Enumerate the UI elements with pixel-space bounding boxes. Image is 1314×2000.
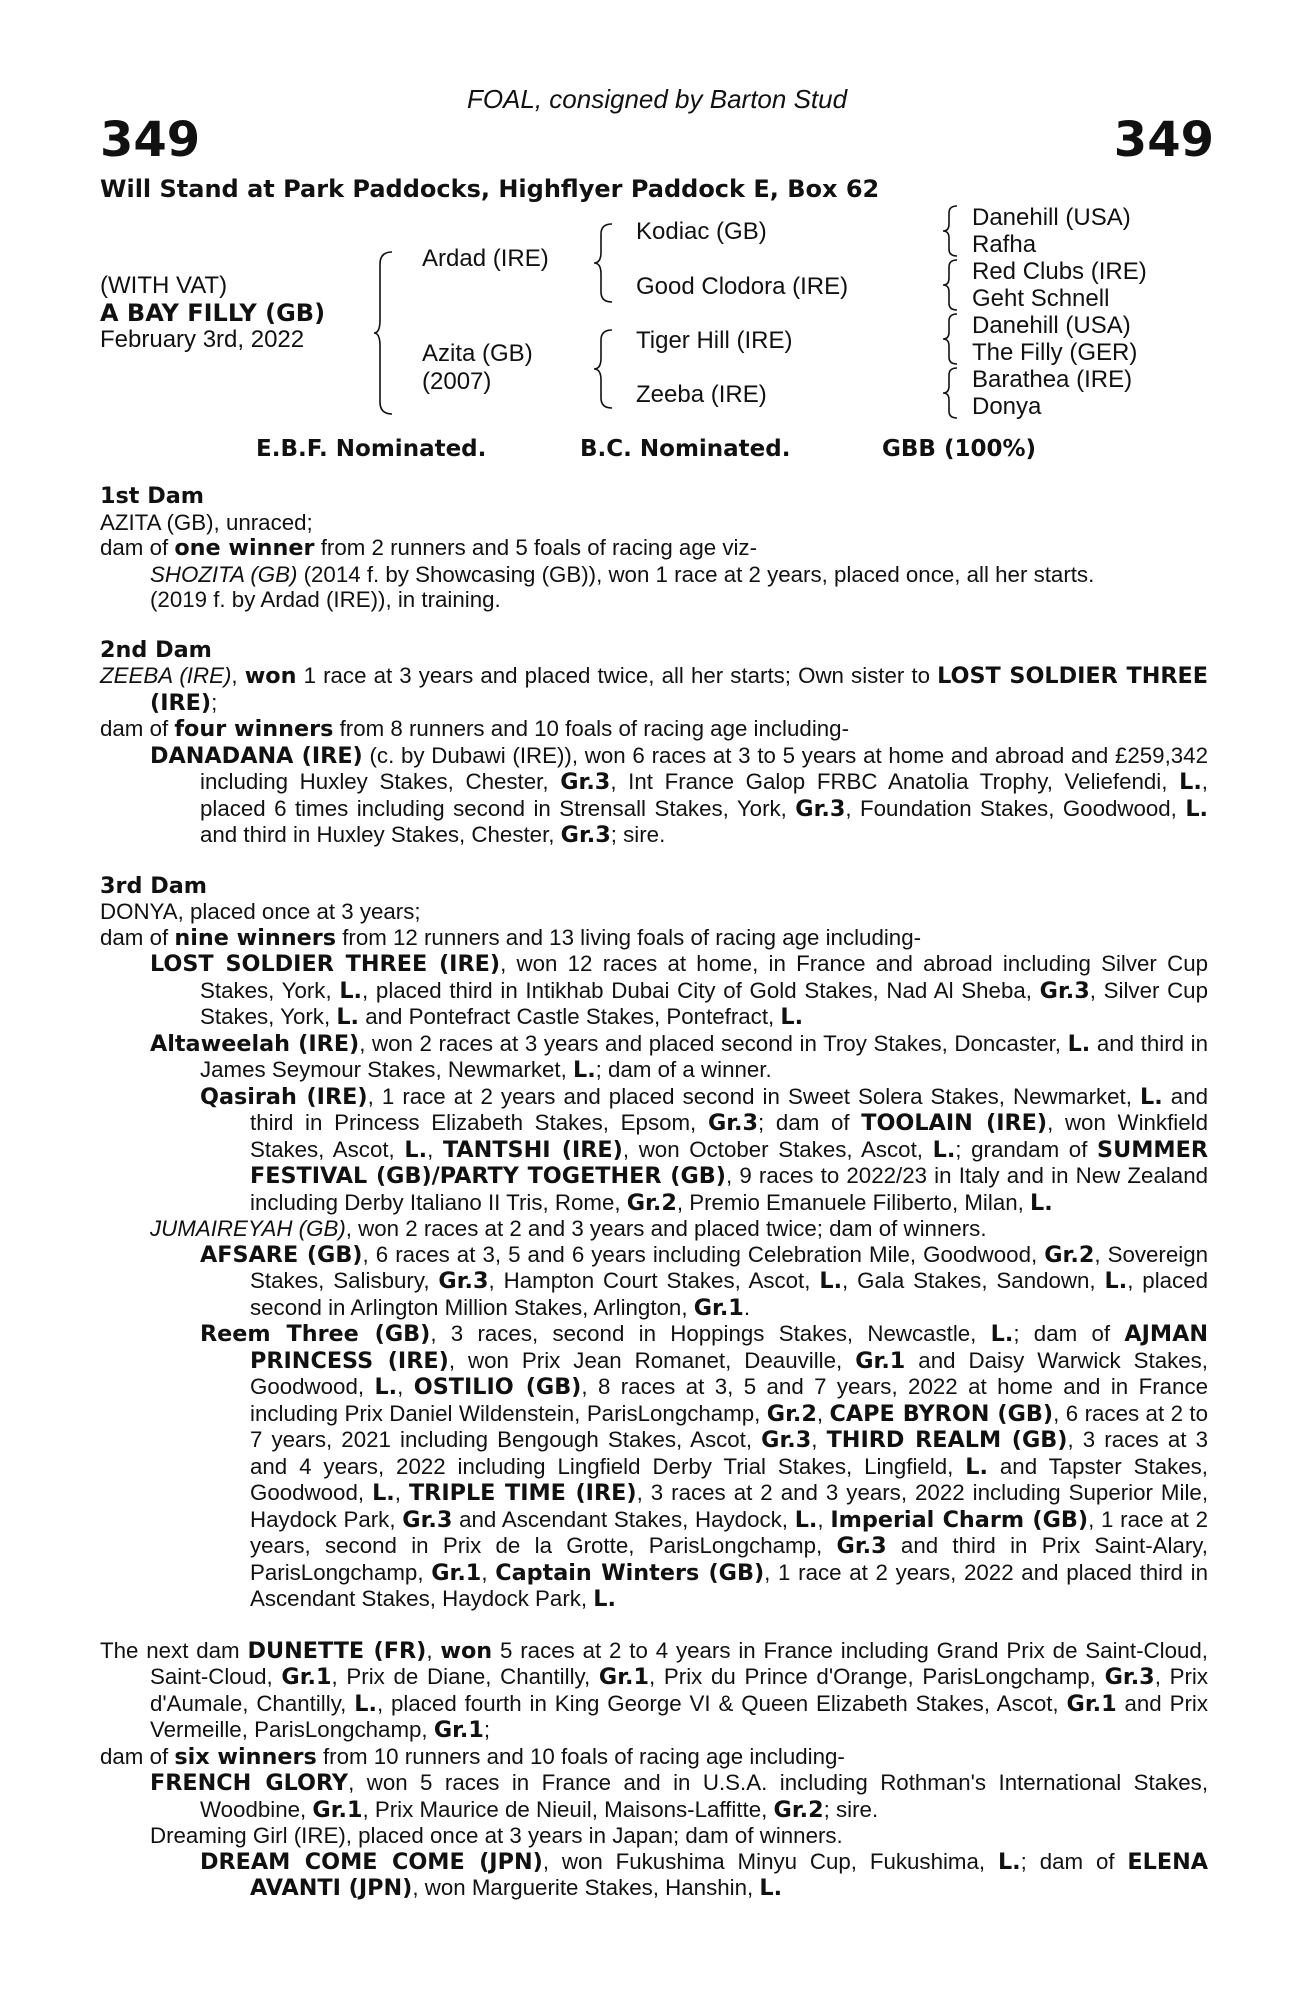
ebf-nominated: E.B.F. Nominated. bbox=[256, 436, 487, 462]
bc-nominated: B.C. Nominated. bbox=[580, 436, 791, 462]
catalogue-body bbox=[100, 484, 1208, 1902]
next-dam-record: dam of six winners from 10 runners and 10 foals of racing age including- bbox=[100, 1743, 845, 1770]
pedigree-brace-g2 bbox=[940, 258, 962, 312]
lot-name: A BAY FILLY (GB) bbox=[100, 299, 326, 327]
progeny-danadana: DANADANA (IRE) (c. by Dubawi (IRE)), won 6 races at 3 to 5 years at home and abroad and £259,342 including Huxley Stakes, Chester, Gr.3, Int France Galop FRBC Anatolia Trophy, Veliefendi, L., placed 6 times including second in Strensall Stakes, York, Gr.3, Foundation Stakes, Goodwood, L. and third in Huxley Stakes, Chester, Gr.3; sire. bbox=[150, 742, 1208, 848]
pedigree-brace-sire bbox=[592, 222, 618, 304]
next-dam-intro: The next dam DUNETTE (FR), won 5 races at 2 to 4 years in France including Grand Prix de Saint-Cloud, Saint-Cloud, Gr.1, Prix de Diane, Chantilly, Gr.1, Prix du Prince d'Orange, ParisLongchamp, Gr.3, Prix d'Aumale, Chantilly, L., placed fourth in King George VI & Queen Elizabeth Stakes, Ascot, Gr.1 and Prix Vermeille, ParisLongchamp, Gr.1; bbox=[100, 1637, 1209, 1743]
first-dam-intro: AZITA (GB), unraced; bbox=[100, 509, 313, 535]
first-dam-record: dam of one winner from 2 runners and 5 foals of racing age viz- bbox=[100, 535, 757, 561]
pedigree-brace-dam bbox=[592, 328, 618, 410]
stand-location: Will Stand at Park Paddocks, Highflyer Paddock E, Box 62 bbox=[100, 175, 880, 203]
sire: Ardad (IRE) bbox=[422, 245, 549, 272]
dam-sire: Tiger Hill (IRE) bbox=[636, 327, 793, 354]
progeny-french-glory: FRENCH GLORY, won 5 races in France and in U.S.A. including Rothman's International Stakes, Woodbine, Gr.1, Prix Maurice de Nieuil, Maisons-Laffitte, Gr.2; sire. bbox=[150, 1770, 1209, 1823]
third-dam-heading: 3rd Dam bbox=[100, 872, 208, 899]
gen3-2: Rafha bbox=[972, 231, 1037, 258]
lot-number-left: 349 bbox=[100, 112, 201, 168]
pedigree-brace-lot bbox=[372, 250, 398, 416]
gen3-5: Danehill (USA) bbox=[972, 312, 1131, 339]
gen3-8: Donya bbox=[972, 393, 1042, 420]
progeny-qasirah: Qasirah (IRE), 1 race at 2 years and placed second in Sweet Solera Stakes, Newmarket, L. and third in Princess Elizabeth Stakes, Epsom, Gr.3; dam of TOOLAIN (IRE), won Winkfield Stakes, Ascot, L., TANTSHI (IRE), won October Stakes, Ascot, L.; grandam of SUMMER FESTIVAL (GB)/PARTY TOGETHER (GB), 9 races to 2022/23 in Italy and in New Zealand including Derby Italiano II Tris, Rome, Gr.2, Premio Emanuele Filiberto, Milan, L. bbox=[200, 1083, 1209, 1216]
gbb-status: GBB (100%) bbox=[882, 436, 1037, 462]
dam-year: (2007) bbox=[422, 368, 492, 395]
progeny-jumaireyah: JUMAIREYAH (GB), won 2 races at 2 and 3 years and placed twice; dam of winners. bbox=[150, 1216, 987, 1241]
foaling-date: February 3rd, 2022 bbox=[100, 326, 305, 353]
pedigree-brace-g1 bbox=[940, 204, 962, 258]
gen3-6: The Filly (GER) bbox=[972, 339, 1138, 366]
second-dam-record: dam of four winners from 8 runners and 10 foals of racing age including- bbox=[100, 716, 849, 742]
progeny-dream-come-come: DREAM COME COME (JPN), won Fukushima Minyu Cup, Fukushima, L.; dam of ELENA AVANTI (JPN), won Marguerite Stakes, Hanshin, L. bbox=[200, 1848, 1209, 1901]
gen3-3: Red Clubs (IRE) bbox=[972, 258, 1147, 285]
progeny-dreaming-girl: Dreaming Girl (IRE), placed once at 3 years in Japan; dam of winners. bbox=[150, 1823, 843, 1848]
sire-sire: Kodiac (GB) bbox=[636, 218, 767, 245]
pedigree-brace-g4 bbox=[940, 366, 962, 420]
second-dam-heading: 2nd Dam bbox=[100, 636, 212, 663]
gen3-7: Barathea (IRE) bbox=[972, 366, 1133, 393]
sire-dam: Good Clodora (IRE) bbox=[636, 273, 849, 300]
second-dam-intro: ZEEBA (IRE), won 1 race at 3 years and placed twice, all her starts; Own sister to LOST SOLDIER THREE (IRE); bbox=[100, 663, 1209, 716]
lot-number-right: 349 bbox=[1113, 112, 1214, 168]
gen3-1: Danehill (USA) bbox=[972, 204, 1131, 231]
first-dam-progeny-2: (2019 f. by Ardad (IRE)), in training. bbox=[150, 587, 501, 612]
pedigree-brace-g3 bbox=[940, 312, 962, 366]
vat-note: (WITH VAT) bbox=[100, 272, 228, 299]
consignment-line: FOAL, consigned by Barton Stud bbox=[466, 84, 848, 114]
gen3-4: Geht Schnell bbox=[972, 285, 1110, 312]
progeny-reem-three: Reem Three (GB), 3 races, second in Hoppings Stakes, Newcastle, L.; dam of AJMAN PRINCESS (IRE), won Prix Jean Romanet, Deauville, Gr.1 and Daisy Warwick Stakes, Goodwood, L., OSTILIO (GB), 8 races at 3, 5 and 7 years, 2022 at home and in France including Prix Daniel Wildenstein, ParisLongchamp, Gr.2, CAPE BYRON (GB), 6 races at 2 to 7 years, 2021 including Bengough Stakes, Ascot, Gr.3, THIRD REALM (GB), 3 races at 3 and 4 years, 2022 including Lingfield Derby Trial Stakes, Lingfield, L. and Tapster Stakes, Goodwood, L., TRIPLE TIME (IRE), 3 races at 2 and 3 years, 2022 including Superior Mile, Haydock Park, Gr.3 and Ascendant Stakes, Haydock, L., Imperial Charm (GB), 1 race at 2 years, second in Prix de la Grotte, ParisLongchamp, Gr.3 and third in Prix Saint-Alary, ParisLongchamp, Gr.1, Captain Winters (GB), 1 race at 2 years, 2022 and placed third in Ascendant Stakes, Haydock Park, L. bbox=[200, 1321, 1209, 1612]
progeny-altaweelah: Altaweelah (IRE), won 2 races at 3 years and placed second in Troy Stakes, Doncaster, L. and third in James Seymour Stakes, Newmarket, L.; dam of a winner. bbox=[150, 1030, 1208, 1083]
first-dam-heading: 1st Dam bbox=[100, 483, 204, 509]
progeny-lost-soldier-three: LOST SOLDIER THREE (IRE), won 12 races at home, in France and abroad including Silver Cup Stakes, York, L., placed third in Intikhab Dubai City of Gold Stakes, Nad Al Sheba, Gr.3, Silver Cup Stakes, York, L. and Pontefract Castle Stakes, Pontefract, L. bbox=[150, 951, 1208, 1030]
third-dam-intro: DONYA, placed once at 3 years; bbox=[100, 899, 421, 924]
dam: Azita (GB) bbox=[422, 340, 533, 367]
dam-dam: Zeeba (IRE) bbox=[636, 381, 767, 408]
progeny-afsare: AFSARE (GB), 6 races at 3, 5 and 6 years including Celebration Mile, Goodwood, Gr.2, Sovereign Stakes, Salisbury, Gr.3, Hampton Court Stakes, Ascot, L., Gala Stakes, Sandown, L., placed second in Arlington Million Stakes, Arlington, Gr.1. bbox=[200, 1241, 1208, 1321]
third-dam-record: dam of nine winners from 12 runners and 13 living foals of racing age including- bbox=[100, 924, 922, 951]
first-dam-progeny-1: SHOZITA (GB) (2014 f. by Showcasing (GB)), won 1 race at 2 years, placed once, all her starts. bbox=[150, 561, 1095, 587]
